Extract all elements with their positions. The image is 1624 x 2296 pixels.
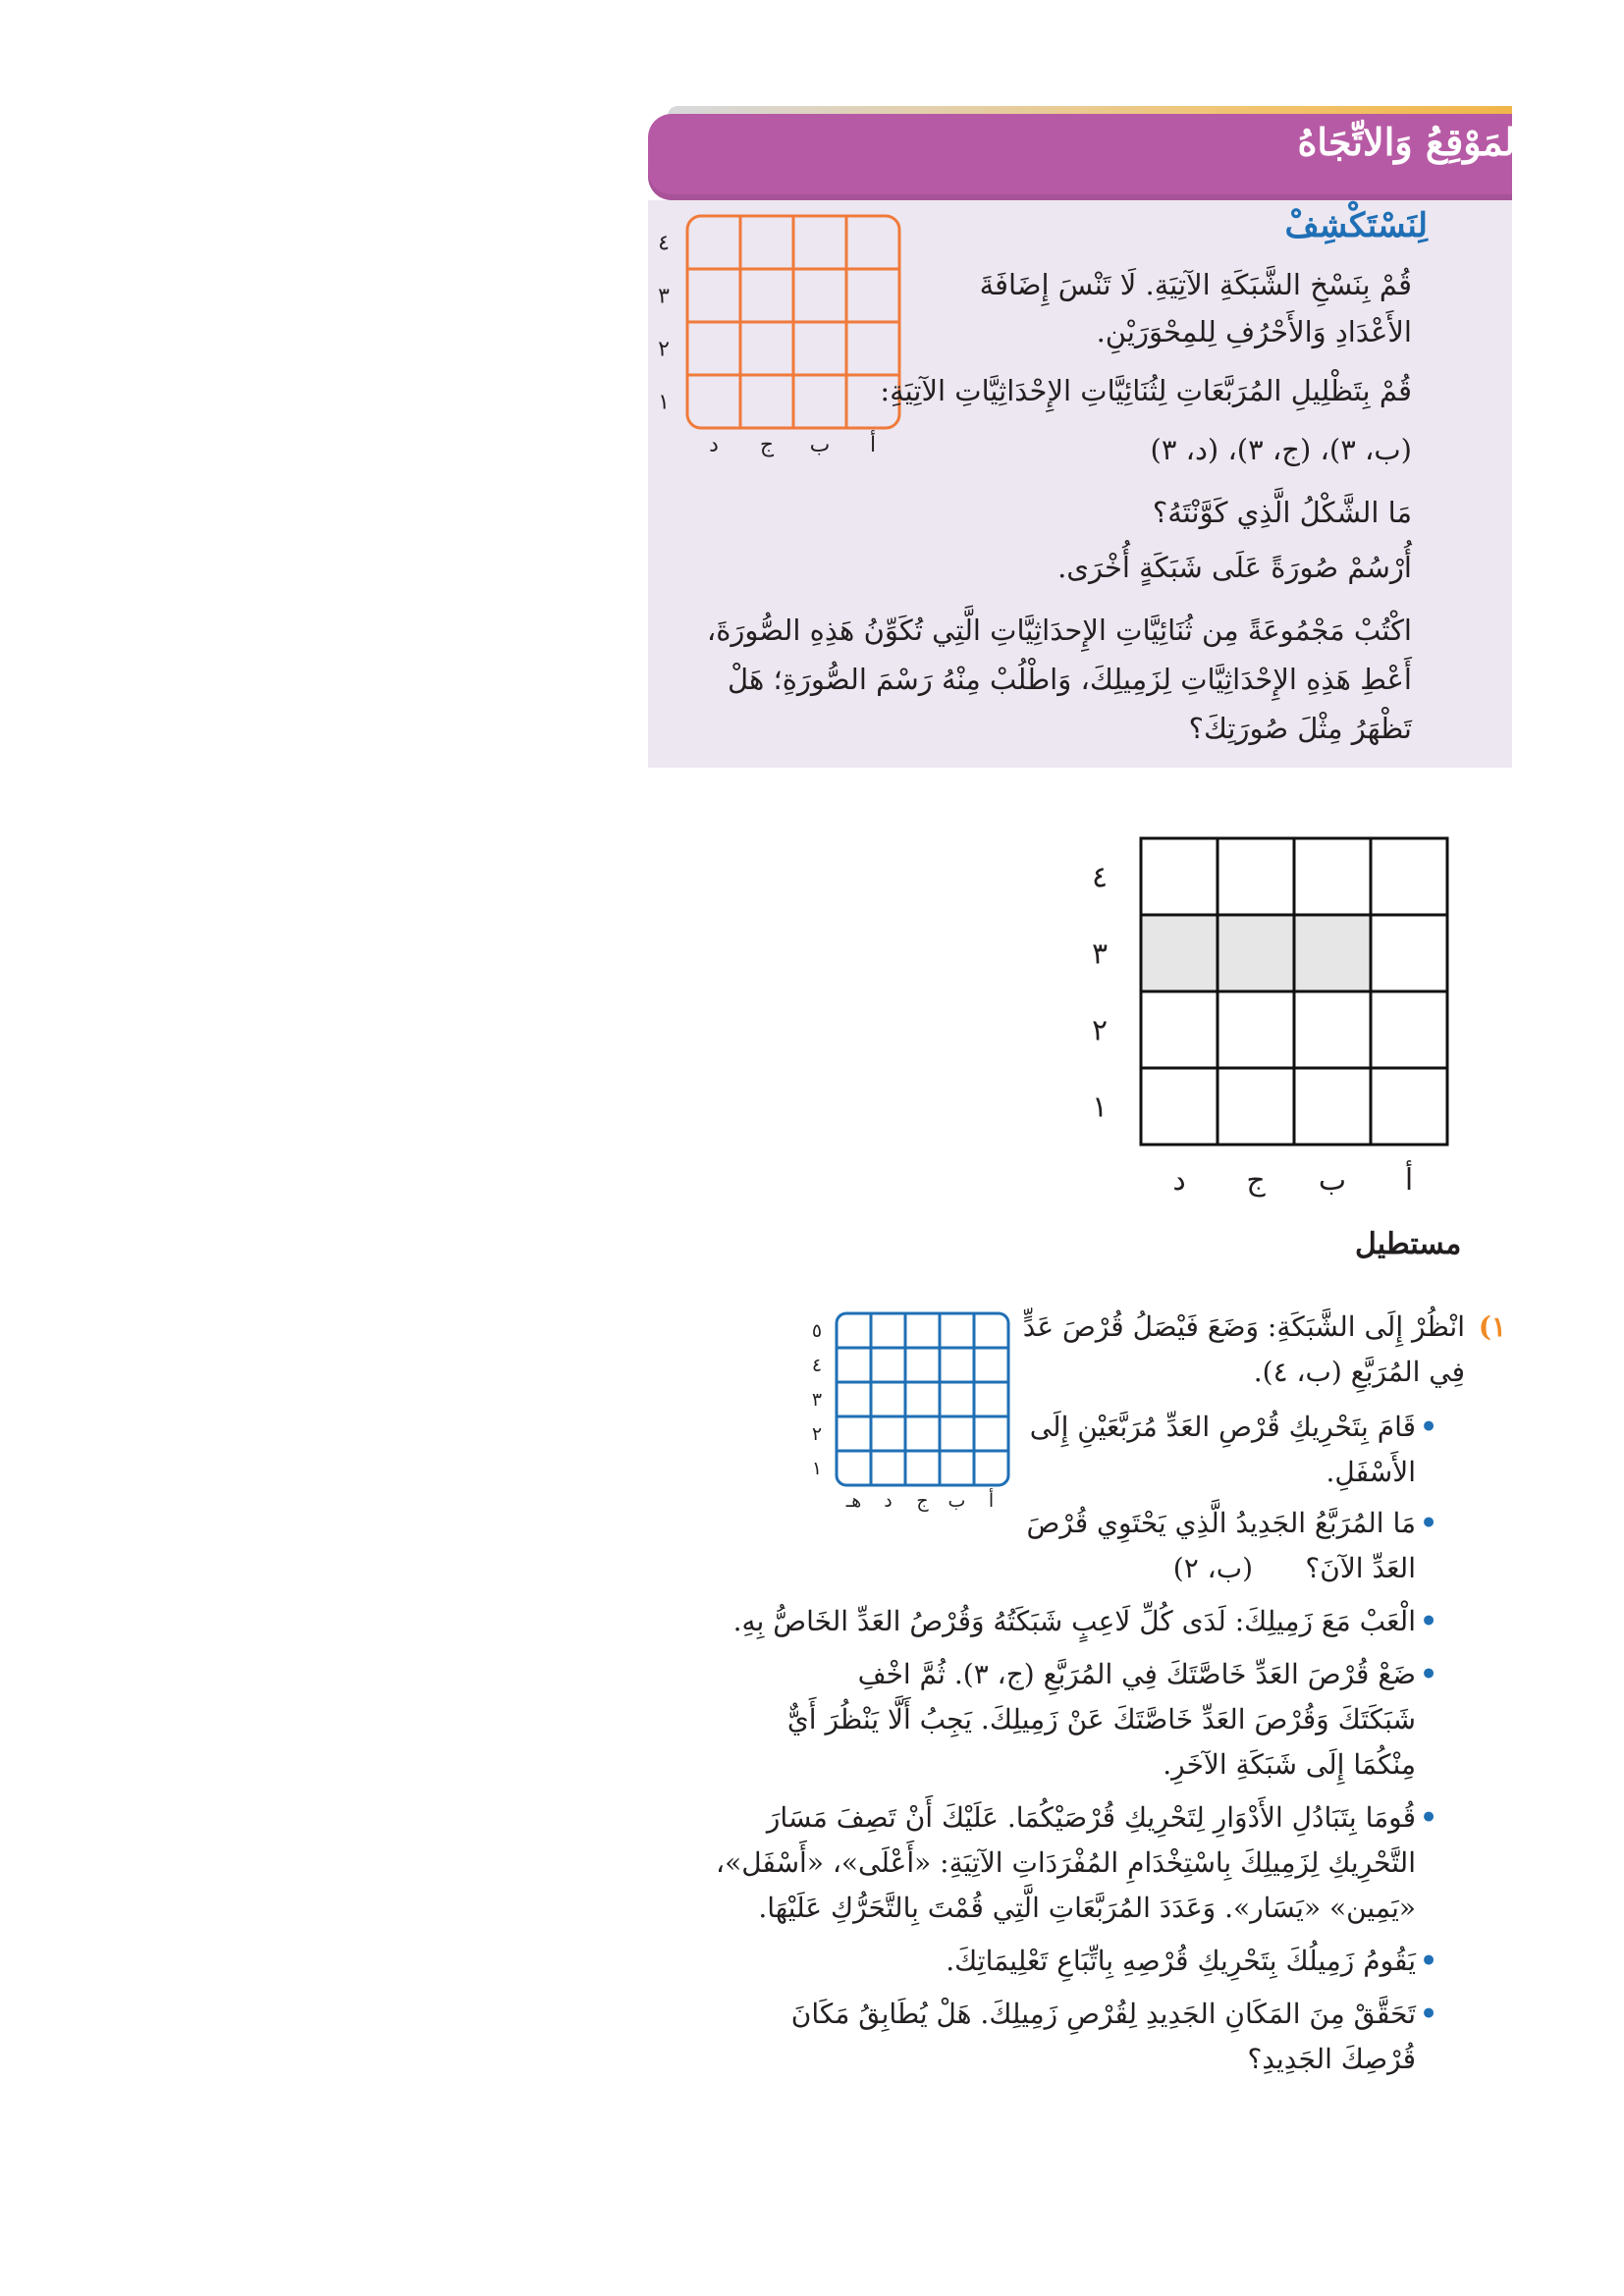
exercise-line-7: الْعَبْ مَعَ زَمِيلِكَ: لَدَى كُلِّ لَاعِبٍ شَبَكَتُهُ وَقُرْصُ العَدِّ الخَاصُّ بِهِ. (732, 1605, 1416, 1637)
column-label: أ (869, 433, 877, 457)
discover-grid (648, 206, 903, 461)
row-label: ١ (1091, 1090, 1109, 1125)
column-label: ج (1246, 1163, 1266, 1198)
discover-title: لِنَسْتَكْشِفْ (1284, 206, 1428, 245)
row-label: ٢ (811, 1423, 823, 1446)
column-label: هـ (845, 1490, 862, 1512)
exercise-line-15: تَحَقَّقْ مِنَ المَكَانِ الجَدِيدِ لِقُرْصِ زَمِيلِكَ. هَلْ يُطَابِقُ مَكَانَ (790, 1998, 1416, 2030)
discover-line-1: قُمْ بِنَسْخِ الشَّبَكَةِ الآتِيَةِ. لَا تَنْسَ إِضَافَةَ (979, 268, 1412, 301)
bullet-icon: • (1420, 1411, 1437, 1443)
discover-line-8: أَعْطِ هَذِهِ الإِحْدَاثِيَّاتِ لِزَمِيلِكَ، وَاطْلُبْ مِنْهُ رَسْمَ الصُّورَةِ؛ هَلْ (728, 663, 1412, 696)
bullet-icon: • (1420, 1945, 1437, 1977)
page-title: المَوْقِعُ وَالاتِّجَاهُ (1297, 120, 1526, 164)
discover-coords: (ب، ٣)، (ج، ٣)، (د، ٣) (1150, 433, 1412, 466)
shaded-cell (1141, 915, 1218, 991)
shaded-cell (1218, 915, 1294, 991)
discover-line-6: أُرْسُمْ صُورَةً عَلَى شَبَكَةٍ أُخْرَى. (1057, 551, 1412, 584)
column-label: ب (947, 1490, 966, 1512)
row-label: ١ (658, 390, 670, 415)
exercise-line-14: يَقُومُ زَمِيلُكَ بِتَحْرِيكِ قُرْصِهِ بِاتِّبَاعِ تَعْلِيمَاتِكَ. (946, 1945, 1416, 1977)
column-label: أ (988, 1490, 995, 1512)
row-label: ٥ (811, 1320, 823, 1343)
discover-line-9: تَظْهَرُ مِثْلَ صُورَتِكَ؟ (1188, 712, 1412, 745)
exercise-line-13: «يَمِين» «يَسَار». وَعَدَدَ المُرَبَّعَاتِ الَّتِي قُمْتَ بِالتَّحَرُّكِ عَلَيْهَا. (758, 1892, 1416, 1924)
exercise-line-9: شَبَكَتَكَ وَقُرْصَ العَدِّ خَاصَّتَكَ عَنْ زَمِيلِكَ. يَجِبُ أَلَّا يَنْظُرَ أَيٌّ (786, 1703, 1416, 1735)
discover-line-3: قُمْ بِتَظْلِيلِ المُرَبَّعَاتِ لِثُنَائِيَّاتِ الإِحْدَاثِيَّاتِ الآتِيَةِ: (880, 374, 1412, 407)
shaded-cell (1294, 915, 1371, 991)
exercise-line-16: قُرْصِكَ الجَدِيدِ؟ (1247, 2043, 1416, 2075)
row-label: ٤ (658, 231, 670, 256)
column-label: د (1172, 1163, 1186, 1198)
column-label: د (884, 1490, 893, 1512)
exercise-line-4: الأَسْفَلِ. (1326, 1456, 1416, 1488)
answer-grid (1060, 825, 1473, 1217)
column-label: د (709, 433, 719, 457)
bullet-icon: • (1420, 1658, 1437, 1690)
bullet-icon: • (1420, 1507, 1437, 1539)
exercise-line-3: قَامَ بِتَحْرِيكِ قُرْصِ العَدِّ مُرَبَّعَيْنِ إِلَى (1029, 1411, 1416, 1443)
exercise-line-6: العَدِّ الآنَ؟ (1305, 1552, 1416, 1584)
exercise-line-12: التَّحْرِيكِ لِزَمِيلِكَ بِاسْتِخْدَامِ المُفْرَدَاتِ الآتِيَةِ: «أَعْلَى»، «أَسْفَل»، (716, 1846, 1416, 1879)
column-label: أ (1404, 1163, 1414, 1198)
bullet-icon: • (1420, 1801, 1437, 1834)
exercise-answer: (ب، ٢) (1172, 1552, 1253, 1584)
row-label: ٢ (658, 337, 670, 362)
exercise-line-5: مَا المُرَبَّعُ الجَدِيدُ الَّذِي يَحْتَوِي قُرْصَ (1026, 1507, 1416, 1539)
row-label: ٤ (1091, 860, 1109, 895)
row-label: ٢ (1091, 1013, 1109, 1048)
discover-line-7: اكْتُبْ مَجْمُوعَةً مِن ثُنَائِيَّاتِ الإِحدَاثِيَّاتِ الَّتِي تُكَوِّنُ هَذِهِ الصُّورَةَ، (706, 614, 1412, 647)
answer-caption: مستطيل (1355, 1227, 1462, 1261)
exercise-line-1: انْظُرْ إِلَى الشَّبَكَةِ: وَضَعَ فَيْصَلُ قُرْصَ عَدٍّ (1022, 1310, 1465, 1343)
row-label: ٣ (658, 284, 670, 309)
bullet-icon: • (1420, 1605, 1437, 1637)
row-label: ٣ (1091, 936, 1109, 972)
exercise-line-8: ضَعْ قُرْصَ العَدِّ خَاصَّتَكَ فِي المُرَبَّعِ (ج، ٣). ثُمَّ اخْفِ (857, 1658, 1416, 1690)
exercise-line-2: فِي المُرَبَّعِ (ب، ٤). (1253, 1356, 1465, 1388)
column-label: ج (916, 1490, 929, 1512)
discover-line-2: الأَعْدَادِ وَالأَحْرُفِ لِلمِحْوَرَيْنِ. (1096, 315, 1412, 348)
row-label: ٣ (811, 1389, 823, 1412)
exercise-grid (805, 1306, 1021, 1512)
bullet-icon: • (1420, 1998, 1437, 2030)
column-label: ب (1318, 1163, 1347, 1198)
row-label: ١ (811, 1458, 823, 1480)
column-label: ج (759, 433, 775, 457)
discover-question: مَا الشَّكْلُ الَّذِي كَوَّنْتَهُ؟ (1152, 496, 1412, 529)
row-label: ٤ (811, 1355, 823, 1377)
exercise-line-10: مِنْكُمَا إِلَى شَبَكَةِ الآخَرِ. (1163, 1748, 1416, 1781)
exercise-number: ١) (1478, 1310, 1506, 1343)
column-label: ب (809, 433, 831, 457)
exercise-line-11: قُومَا بِتَبَادُلِ الأَدْوَارِ لِتَحْرِيكِ قُرْصَيْكُمَا. عَلَيْكَ أَنْ تَصِفَ مَسَارَ (766, 1801, 1416, 1834)
grid-border (837, 1313, 1008, 1485)
